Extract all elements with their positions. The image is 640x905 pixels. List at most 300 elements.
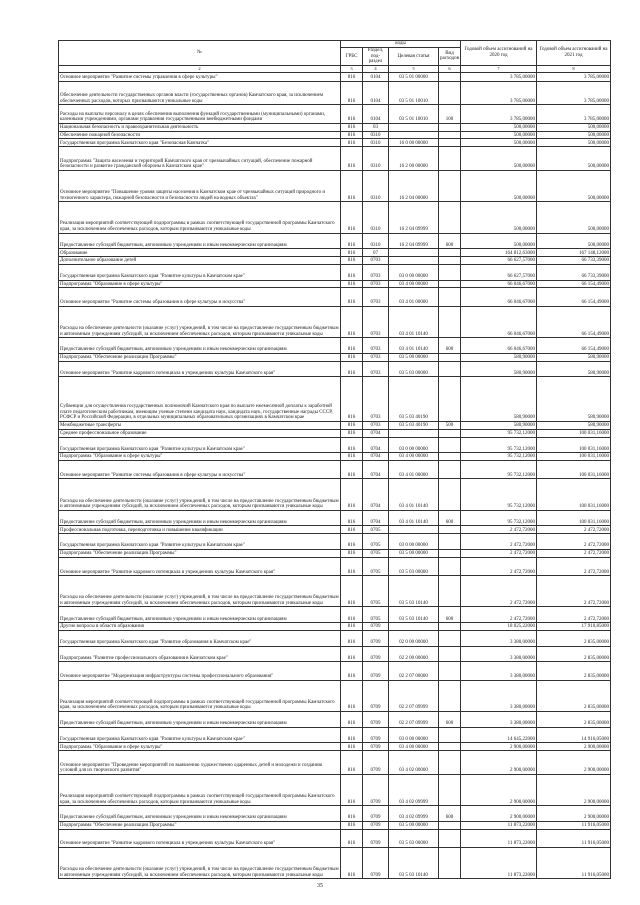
- row-grbs: 816: [341, 751, 363, 775]
- row-csr: 03 5 03 10140: [389, 576, 439, 607]
- row-razdel: 0709: [363, 680, 389, 711]
- row-vr: 600: [439, 712, 461, 728]
- table-row: [59, 139, 611, 147]
- table-row: [59, 429, 611, 437]
- row-razdel: 07: [363, 249, 389, 257]
- table-row: [59, 249, 611, 257]
- row-razdel: 0705: [363, 576, 389, 607]
- row-vr: [439, 821, 461, 829]
- row-name: Обеспечение деятельности государственных органов власти (государственных органов) Камчатского края, за исключением обеспеченных расходов, которых присваиваются уникальные коды: [59, 81, 341, 105]
- row-name: Подпрограмма "Образование в сфере культуры": [59, 280, 341, 288]
- row-value-2021: 3 785,00000: [537, 81, 611, 105]
- row-value-2020: 580,90000: [461, 377, 537, 421]
- row-vr: [439, 631, 461, 647]
- row-csr: 16 0 00 00000: [389, 139, 439, 147]
- row-razdel: 0709: [363, 821, 389, 829]
- row-name: Государственная программа Камчатского края "Развитие образования в Камчатском крае": [59, 631, 341, 647]
- row-csr: 16 2 04 09999: [389, 233, 439, 249]
- row-razdel: 0705: [363, 607, 389, 623]
- row-value-2020: 3 380,00000: [461, 680, 537, 711]
- row-value-2020: 66 627,57000: [461, 257, 537, 265]
- row-vr: [439, 264, 461, 280]
- row-value-2020: 164 812,63000: [461, 249, 537, 257]
- row-csr: 02 2 00 00000: [389, 646, 439, 662]
- row-grbs: 816: [341, 534, 363, 550]
- table-row: [59, 549, 611, 557]
- row-vr: [439, 646, 461, 662]
- row-value-2020: 18 025,22000: [461, 623, 537, 631]
- row-value-2021: 500,00000: [537, 170, 611, 201]
- row-name: Основное мероприятие "Развитие кадрового потенциала в учреждениях культуры Камчатского края": [59, 361, 341, 377]
- row-razdel: 0310: [363, 147, 389, 171]
- row-grbs: 816: [341, 461, 363, 479]
- row-csr: 03 5 00 00000: [389, 353, 439, 361]
- row-value-2020: 11 873,22000: [461, 848, 537, 879]
- row-csr: 03 5 03 40190: [389, 377, 439, 421]
- row-name: Основное мероприятие "Проведение мероприятий по выявлению художественно одаренных детей и молодежи и созданию условий для их творческого развития": [59, 751, 341, 775]
- table-row: [59, 81, 611, 105]
- row-grbs: 816: [341, 510, 363, 526]
- row-vr: [439, 479, 461, 510]
- budget-table-container: [58, 40, 610, 879]
- row-vr: [439, 147, 461, 171]
- row-name: Реализация мероприятий соответствующей подпрограммы в рамках соответствующей государственной программы Камчатского края, за исключением обеспеченных расходов, которым присваиваются уникальные коды: [59, 202, 341, 233]
- header-2020: Годовой объем ассигнований на 2020 год: [461, 41, 537, 66]
- row-name: Основное мероприятие "Развитие системы образования в сфере культуры и искусства": [59, 461, 341, 479]
- row-value-2021: 580,90000: [537, 377, 611, 421]
- row-vr: [439, 727, 461, 743]
- row-value-2020: 95 732,12000: [461, 437, 537, 453]
- row-grbs: 816: [341, 821, 363, 829]
- row-grbs: 816: [341, 306, 363, 337]
- row-value-2020: 2 472,72000: [461, 607, 537, 623]
- row-value-2021: 2 835,00000: [537, 662, 611, 680]
- row-grbs: 816: [341, 557, 363, 575]
- row-razdel: 0703: [363, 361, 389, 377]
- row-csr: 16 2 04 00000: [389, 170, 439, 201]
- row-name: Подпрограмма "Образование в сфере культуры": [59, 453, 341, 461]
- row-vr: [439, 257, 461, 265]
- row-value-2021: 500,00000: [537, 147, 611, 171]
- row-name: Государственная программа Камчатского края "Развитие культуры в Камчатском крае": [59, 437, 341, 453]
- row-value-2021: 580,90000: [537, 353, 611, 361]
- row-vr: [439, 280, 461, 288]
- row-name: Государственная программа Камчатского края "Развитие культуры в Камчатском крае": [59, 264, 341, 280]
- row-razdel: 0709: [363, 829, 389, 847]
- row-value-2021: 2 835,00000: [537, 712, 611, 728]
- row-grbs: 816: [341, 829, 363, 847]
- row-value-2020: 14 645,22000: [461, 727, 537, 743]
- row-csr: [389, 249, 439, 257]
- table-row: [59, 72, 611, 81]
- row-name: Предоставление субсидий бюджетным, автономным учреждениям и иным некоммерческим организациям: [59, 233, 341, 249]
- table-row: [59, 461, 611, 479]
- row-csr: 02 2 07 00000: [389, 662, 439, 680]
- row-grbs: 816: [341, 131, 363, 139]
- row-name: Государственная программа Камчатского края "Безопасная Камчатка": [59, 139, 341, 147]
- row-razdel: 0703: [363, 338, 389, 354]
- row-grbs: 816: [341, 429, 363, 437]
- row-value-2021: 11 916,05000: [537, 848, 611, 879]
- row-csr: 03 5 00 00000: [389, 549, 439, 557]
- row-value-2021: 3 785,00000: [537, 105, 611, 123]
- row-razdel: 0705: [363, 534, 389, 550]
- row-grbs: 816: [341, 712, 363, 728]
- table-row: [59, 361, 611, 377]
- row-razdel: 0705: [363, 526, 389, 534]
- header-csr: Целевая статья: [389, 48, 439, 66]
- row-name: Основное мероприятие "Модернизация инфраструктуры системы профессионального образования": [59, 662, 341, 680]
- row-grbs: 816: [341, 353, 363, 361]
- row-vr: [439, 829, 461, 847]
- row-value-2021: 2 472,72000: [537, 607, 611, 623]
- row-razdel: 0703: [363, 306, 389, 337]
- row-vr: [439, 377, 461, 421]
- row-name: Реализация мероприятий соответствующей подпрограммы в рамках соответствующей государственной программы Камчатского края, за исключением обеспеченных расходов, которым присваиваются уникальные коды: [59, 774, 341, 805]
- row-name: Основное мероприятие "Развитие кадрового потенциала в учреждениях культуры Камчатского края": [59, 557, 341, 575]
- row-razdel: 0709: [363, 806, 389, 822]
- table-row: [59, 727, 611, 743]
- table-row: [59, 353, 611, 361]
- row-name: Реализация мероприятий соответствующей подпрограммы в рамках соответствующей государственной программы Камчатского края, за исключением обеспеченных расходов, которым присваиваются уникальные коды: [59, 680, 341, 711]
- row-name: Подпрограмма "Обеспечение реализации Программы": [59, 549, 341, 557]
- row-vr: [439, 123, 461, 131]
- row-value-2020: 2 900,00000: [461, 774, 537, 805]
- row-vr: [439, 534, 461, 550]
- row-csr: 02 2 07 09999: [389, 680, 439, 711]
- row-value-2020: 66 627,57000: [461, 264, 537, 280]
- row-value-2021: 2 472,72000: [537, 557, 611, 575]
- row-csr: 03 5 03 00000: [389, 557, 439, 575]
- row-value-2020: 3 785,00000: [461, 81, 537, 105]
- row-value-2021: 500,00000: [537, 131, 611, 139]
- row-razdel: 0709: [363, 743, 389, 751]
- row-value-2020: 95 732,12000: [461, 429, 537, 437]
- row-value-2020: 3 785,00000: [461, 72, 537, 81]
- row-vr: [439, 774, 461, 805]
- row-vr: [439, 526, 461, 534]
- row-razdel: 0104: [363, 72, 389, 81]
- row-grbs: 816: [341, 249, 363, 257]
- table-row: [59, 377, 611, 421]
- table-row: [59, 280, 611, 288]
- row-value-2021: 100 031,16000: [537, 479, 611, 510]
- row-razdel: 0310: [363, 131, 389, 139]
- row-vr: [439, 662, 461, 680]
- row-razdel: 0709: [363, 848, 389, 879]
- row-value-2021: 580,90000: [537, 361, 611, 377]
- table-row: [59, 105, 611, 123]
- row-value-2020: 2 900,00000: [461, 806, 537, 822]
- header-name: №: [59, 41, 341, 66]
- row-vr: 600: [439, 806, 461, 822]
- table-row: [59, 829, 611, 847]
- row-value-2020: 500,00000: [461, 139, 537, 147]
- header-vr: Вид расходов: [439, 48, 461, 66]
- table-row: [59, 712, 611, 728]
- row-csr: [389, 429, 439, 437]
- row-csr: 03 5 03 00000: [389, 361, 439, 377]
- row-name: Субвенции для осуществления государственных полномочий Камчатского края по выплате ежемесячной доплаты к заработной плате педагогическим работникам, имеющим ученые степени кандидата наук, кандидата наук, государственные награды СССР, РСФСР и Российской Федерации, в отдельных муниципальных образовательных организациях в Камчатском крае: [59, 377, 341, 421]
- row-razdel: 0704: [363, 479, 389, 510]
- row-grbs: 816: [341, 264, 363, 280]
- row-value-2020: 66 046,67000: [461, 306, 537, 337]
- page-number: 35: [317, 883, 323, 889]
- row-value-2020: 500,00000: [461, 202, 537, 233]
- row-vr: [439, 549, 461, 557]
- row-value-2021: 2 472,72000: [537, 549, 611, 557]
- row-value-2021: 2 835,00000: [537, 680, 611, 711]
- row-name: Расходы на обеспечение деятельности (оказание услуг) учреждений, в том числе на предоставление государственным бюджетным и автономным учреждениям субсидий, за исключением обеспеченных расходов, которым присваиваются уникальные коды: [59, 479, 341, 510]
- row-razdel: 0705: [363, 549, 389, 557]
- row-value-2021: 2 472,72000: [537, 526, 611, 534]
- row-value-2021: 580,90000: [537, 421, 611, 429]
- row-value-2020: 500,00000: [461, 131, 537, 139]
- row-value-2021: 2 835,00000: [537, 631, 611, 647]
- row-csr: 03 4 02 00000: [389, 751, 439, 775]
- row-grbs: 816: [341, 646, 363, 662]
- table-row: [59, 147, 611, 171]
- row-value-2021: 100 031,16000: [537, 510, 611, 526]
- row-value-2020: 500,00000: [461, 123, 537, 131]
- row-value-2021: 100 031,16000: [537, 437, 611, 453]
- row-vr: [439, 131, 461, 139]
- table-row: [59, 607, 611, 623]
- table-row: [59, 257, 611, 265]
- row-value-2020: 95 732,12000: [461, 461, 537, 479]
- row-grbs: 816: [341, 233, 363, 249]
- row-razdel: 0703: [363, 257, 389, 265]
- row-vr: 500: [439, 421, 461, 429]
- row-value-2020: 2 472,72000: [461, 526, 537, 534]
- row-value-2020: 66 046,67000: [461, 280, 537, 288]
- row-vr: [439, 81, 461, 105]
- row-csr: 03 5 03 10140: [389, 607, 439, 623]
- row-grbs: 816: [341, 170, 363, 201]
- row-value-2021: 14 916,05000: [537, 727, 611, 743]
- row-name: Среднее профессиональное образование: [59, 429, 341, 437]
- row-grbs: 816: [341, 774, 363, 805]
- row-vr: 600: [439, 233, 461, 249]
- table-row: [59, 526, 611, 534]
- row-value-2020: 95 732,12000: [461, 453, 537, 461]
- row-value-2021: 500,00000: [537, 139, 611, 147]
- row-name: Предоставление субсидий бюджетным, автономным учреждениям и иным некоммерческим организациям: [59, 607, 341, 623]
- row-vr: [439, 170, 461, 201]
- table-body: [59, 72, 611, 879]
- row-name: Предоставление субсидий бюджетным, автономным учреждениям и иным некоммерческим организациям: [59, 338, 341, 354]
- row-razdel: 0310: [363, 170, 389, 201]
- table-header: [59, 41, 611, 73]
- row-vr: [439, 429, 461, 437]
- row-razdel: 0705: [363, 557, 389, 575]
- row-grbs: 816: [341, 549, 363, 557]
- table-row: [59, 338, 611, 354]
- row-name: Расходы на выплаты персоналу в целях обеспечения выполнения функций государственными (муниципальными) органами, казенными учреждениями, органами управления государственными внебюджетными фондами: [59, 105, 341, 123]
- row-grbs: 816: [341, 848, 363, 879]
- table-row: [59, 751, 611, 775]
- row-razdel: 0704: [363, 429, 389, 437]
- row-csr: [389, 623, 439, 631]
- row-razdel: 0703: [363, 288, 389, 306]
- row-grbs: 816: [341, 607, 363, 623]
- row-vr: [439, 361, 461, 377]
- row-value-2021: 17 910,85000: [537, 623, 611, 631]
- row-value-2021: 66 154,49000: [537, 338, 611, 354]
- table-row: [59, 623, 611, 631]
- row-vr: [439, 437, 461, 453]
- row-value-2020: 95 732,12000: [461, 510, 537, 526]
- row-vr: [439, 288, 461, 306]
- row-razdel: 0709: [363, 662, 389, 680]
- row-csr: [389, 526, 439, 534]
- row-csr: 16 2 04 09999: [389, 202, 439, 233]
- row-razdel: 0704: [363, 453, 389, 461]
- row-csr: [389, 257, 439, 265]
- row-grbs: 816: [341, 526, 363, 534]
- row-csr: 03 4 01 10140: [389, 510, 439, 526]
- header-grbs: ГРБС: [341, 48, 363, 66]
- row-value-2021: 2 900,00000: [537, 751, 611, 775]
- row-name: Профессиональная подготовка, переподготовка и повышение квалификации: [59, 526, 341, 534]
- row-value-2020: 2 472,72000: [461, 576, 537, 607]
- row-value-2020: 500,00000: [461, 170, 537, 201]
- row-name: Образование: [59, 249, 341, 257]
- index-cell: 3: [341, 65, 363, 72]
- row-value-2021: 2 835,00000: [537, 646, 611, 662]
- row-name: Основное мероприятие "Развитие системы образования в сфере культуры и искусства": [59, 288, 341, 306]
- index-cell: 6: [439, 65, 461, 72]
- row-value-2020: 2 472,72000: [461, 534, 537, 550]
- row-name: Предоставление субсидий бюджетным, автономным учреждениям и иным некоммерческим организациям: [59, 712, 341, 728]
- table-row: [59, 437, 611, 453]
- row-value-2020: 2 900,00000: [461, 743, 537, 751]
- row-name: Основное мероприятие "Развитие кадрового потенциала в учреждениях культуры Камчатского края": [59, 829, 341, 847]
- row-vr: [439, 576, 461, 607]
- row-name: Другие вопросы в области образования: [59, 623, 341, 631]
- row-grbs: 816: [341, 105, 363, 123]
- row-value-2021: 2 900,00000: [537, 743, 611, 751]
- row-grbs: 816: [341, 139, 363, 147]
- row-name: Подпрограмма "Обеспечение реализации Программы": [59, 353, 341, 361]
- row-razdel: 0704: [363, 461, 389, 479]
- table-row: [59, 479, 611, 510]
- row-value-2021: 11 916,05000: [537, 829, 611, 847]
- row-grbs: 816: [341, 280, 363, 288]
- row-razdel: 0704: [363, 437, 389, 453]
- row-value-2021: 3 785,00000: [537, 72, 611, 81]
- row-csr: 03 5 03 40190: [389, 421, 439, 429]
- row-vr: [439, 139, 461, 147]
- row-value-2020: 11 873,22000: [461, 829, 537, 847]
- row-vr: [439, 249, 461, 257]
- table-row: [59, 288, 611, 306]
- row-razdel: 0709: [363, 631, 389, 647]
- row-name: Национальная безопасность и правоохранительная деятельность: [59, 123, 341, 131]
- row-vr: [439, 743, 461, 751]
- row-vr: 600: [439, 338, 461, 354]
- row-vr: [439, 461, 461, 479]
- row-grbs: 816: [341, 72, 363, 81]
- row-value-2020: 3 380,00000: [461, 631, 537, 647]
- row-value-2021: 66 733,39000: [537, 264, 611, 280]
- row-value-2020: 2 472,72000: [461, 549, 537, 557]
- row-value-2021: 2 900,00000: [537, 774, 611, 805]
- row-name: Подпрограмма "Обеспечение реализации Программы": [59, 821, 341, 829]
- row-csr: 03 5 03 10140: [389, 848, 439, 879]
- table-row: [59, 306, 611, 337]
- row-csr: 03 5 01 10010: [389, 81, 439, 105]
- row-name: Государственная программа Камчатского края "Развитие культуры в Камчатском крае": [59, 727, 341, 743]
- row-razdel: 0704: [363, 510, 389, 526]
- row-grbs: 816: [341, 662, 363, 680]
- row-value-2021: 100 031,16000: [537, 461, 611, 479]
- row-grbs: 816: [341, 377, 363, 421]
- row-name: Расходы на обеспечение деятельности (оказание услуг) учреждений, в том числе на предоставление государственным бюджетным и автономным учреждениям субсидий, за исключением обеспеченных расходов, которым присваиваются уникальные коды: [59, 576, 341, 607]
- row-csr: 03 5 00 00000: [389, 821, 439, 829]
- table-row: [59, 170, 611, 201]
- row-vr: [439, 623, 461, 631]
- table-row: [59, 202, 611, 233]
- table-row: [59, 821, 611, 829]
- index-cell: 4: [363, 65, 389, 72]
- table-row: [59, 806, 611, 822]
- row-value-2021: 100 031,16000: [537, 453, 611, 461]
- row-name: Основное мероприятие "Повышение уровня защиты населения в Камчатском крае от чрезвычайных ситуаций природного и техногенного характера, пожарной безопасности и безопасности людей на водных объектах": [59, 170, 341, 201]
- row-grbs: 816: [341, 479, 363, 510]
- row-csr: 03 4 01 10140: [389, 338, 439, 354]
- table-row: [59, 510, 611, 526]
- row-value-2020: 580,90000: [461, 361, 537, 377]
- row-razdel: 0709: [363, 774, 389, 805]
- row-razdel: 0703: [363, 377, 389, 421]
- table-row: [59, 848, 611, 879]
- row-name: Межбюджетные трансферты: [59, 421, 341, 429]
- row-name: Основное мероприятие "Развитие системы управления в сфере культуры": [59, 72, 341, 81]
- row-csr: 03 0 00 00000: [389, 727, 439, 743]
- row-csr: 03 4 00 00000: [389, 280, 439, 288]
- row-grbs: 816: [341, 202, 363, 233]
- table-row: [59, 421, 611, 429]
- row-value-2020: 500,00000: [461, 147, 537, 171]
- row-grbs: 816: [341, 81, 363, 105]
- row-razdel: 0310: [363, 202, 389, 233]
- row-value-2021: 500,00000: [537, 202, 611, 233]
- budget-table: [58, 40, 611, 879]
- row-razdel: 0709: [363, 712, 389, 728]
- row-csr: 02 0 00 00000: [389, 631, 439, 647]
- row-value-2020: 66 046,67000: [461, 338, 537, 354]
- row-csr: 02 2 07 09999: [389, 712, 439, 728]
- row-grbs: 816: [341, 743, 363, 751]
- row-value-2021: 500,00000: [537, 233, 611, 249]
- row-csr: 03 4 01 00000: [389, 288, 439, 306]
- row-csr: 03 4 01 00000: [389, 461, 439, 479]
- row-razdel: 0703: [363, 280, 389, 288]
- row-name: Предоставление субсидий бюджетным, автономным учреждениям и иным некоммерческим организациям: [59, 510, 341, 526]
- row-value-2020: 66 046,67000: [461, 288, 537, 306]
- row-name: Подпрограмма "Образование в сфере культуры": [59, 743, 341, 751]
- header-razdel: Раздел, под-раздел: [363, 48, 389, 66]
- row-value-2020: 2 900,00000: [461, 751, 537, 775]
- row-name: Предоставление субсидий бюджетным, автономным учреждениям и иным некоммерческим организациям: [59, 806, 341, 822]
- row-csr: 03 4 02 09999: [389, 806, 439, 822]
- table-row: [59, 576, 611, 607]
- row-value-2020: 3 380,00000: [461, 712, 537, 728]
- row-value-2020: 11 873,22000: [461, 821, 537, 829]
- row-razdel: 0709: [363, 646, 389, 662]
- index-cell: 7: [461, 65, 537, 72]
